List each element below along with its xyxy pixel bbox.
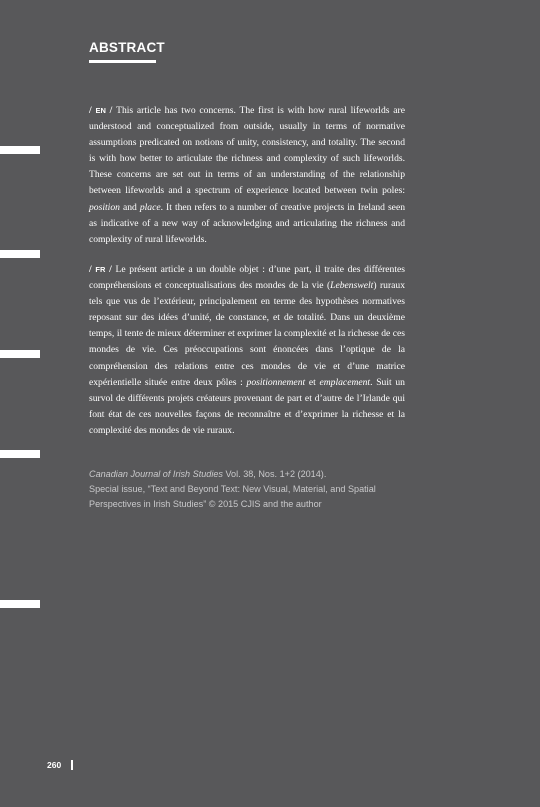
abstract-heading: ABSTRACT: [89, 40, 165, 55]
language-tag-fr: / FR /: [89, 264, 116, 275]
journal-citation: [89, 467, 419, 512]
edge-tab-4: [0, 450, 40, 458]
language-tag-en: / EN /: [89, 105, 117, 116]
journal-volume: Vol. 38, Nos. 1+2 (2014).: [222, 469, 327, 479]
journal-title: Canadian Journal of Irish Studies: [89, 469, 223, 479]
edge-tab-5: [0, 600, 40, 608]
edge-tab-3: [0, 350, 40, 358]
page-number-divider: [71, 760, 73, 770]
edge-tab-2: [0, 250, 40, 258]
special-issue-note: Special issue, “Text and Beyond Text: New Visual, Material, and Spatial Perspectives in Irish Studies” © 2015 CJIS and the author: [89, 483, 376, 509]
abstract-french: / FR / Le présent article a un double objet : d’une part, il traite des différentes compréhensions et conceptualisations des mondes de la vie (Lebenswelt) ruraux tels que vus de l’extérieur, principalement en terme des hypothèses normatives reposant sur des idées d’unité, de constance, et de totalité. Dans un deuxième temps, il tente de mieux déterminer et exprimer la complexité et la richesse de ces mondes de vie. Ces préoccupations sont énoncées dans l’optique de la compréhension des relations entre ces mondes de vie et d’une matrice expérientielle située entre deux pôles : positionnement et emplacement. Suit un survol de différents projets créateurs provenant de part et d’autre de l’Irlande qui font état de ces nouvelles façons de reconnaître et d’exprimer la richesse et la complexité des mondes de vie ruraux.: [89, 264, 405, 436]
abstract-english: / EN / This article has two concerns. The first is with how rural lifeworlds are understood and conceptualized from outside, usually in terms of normative assumptions predicated on notions of unity, consistency, and totality. The second is with how better to articulate the richness and complexity of such lifeworlds. These concerns are set out in terms of an understanding of the relationship between lifeworlds and a spectrum of experience located between twin poles: position and place. It then refers to a number of creative projects in Ireland seen as indicative of a new way of acknowledging and articulating the richness and complexity of rural lifeworlds.: [89, 105, 406, 245]
edge-tab-1: [0, 146, 40, 154]
heading-underline: [89, 60, 156, 63]
page-number: 260: [47, 760, 62, 770]
